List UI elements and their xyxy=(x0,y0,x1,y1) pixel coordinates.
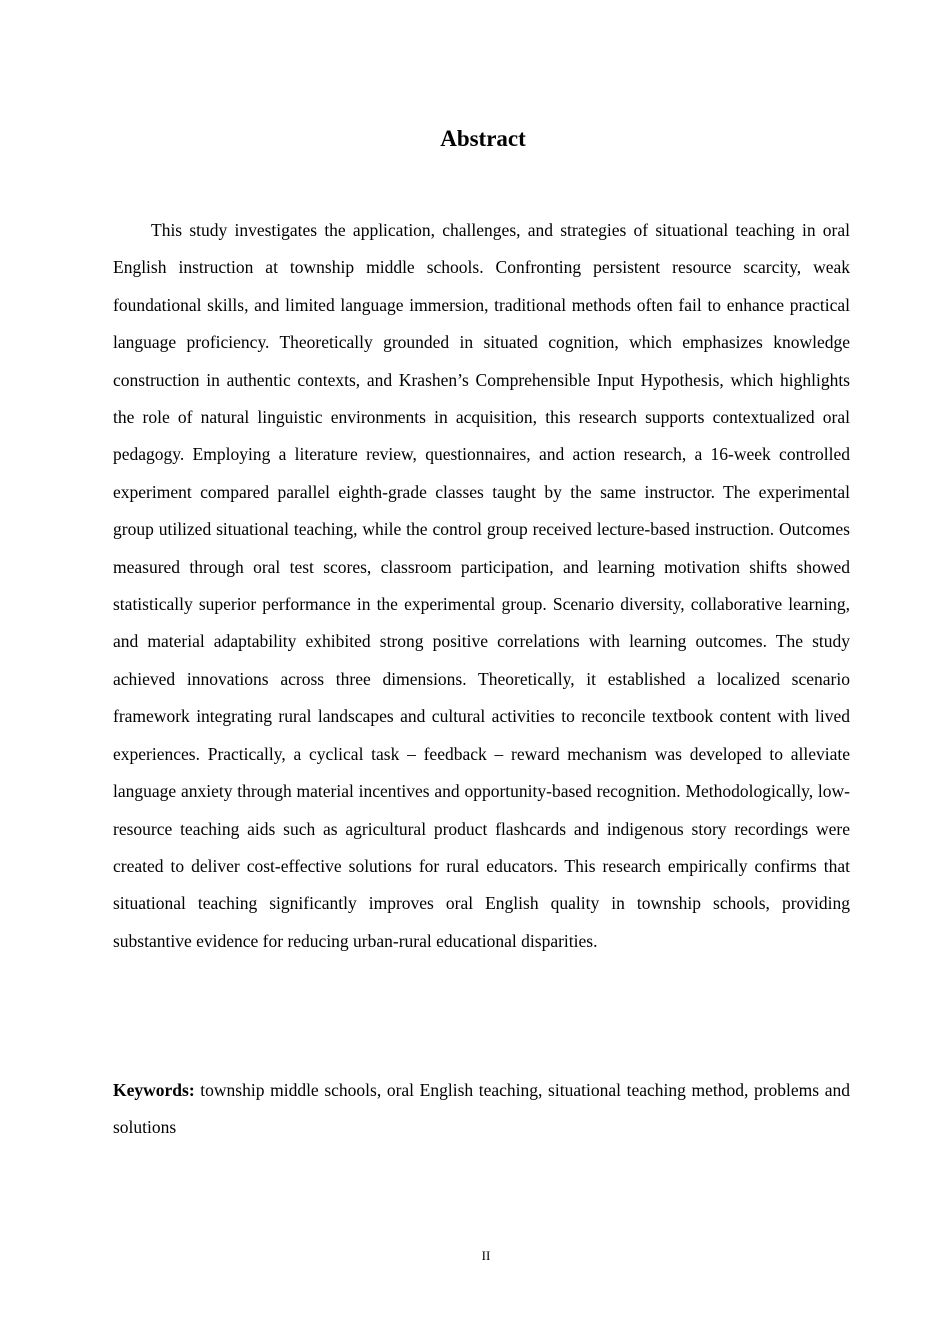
keywords-section xyxy=(113,1072,850,1147)
page-number: II xyxy=(481,1248,491,1263)
abstract-paragraph: This study investigates the application, challenges, and strategies of situational teaching in oral English instruction at township middle schools. Confronting persistent resource scarcity, weak foundational skills, and limited language immersion, traditional methods often fail to enhance practical language proficiency. Theoretically grounded in situated cognition, which emphasizes knowledge construction in authentic contexts, and Krashen’s Comprehensible Input Hypothesis, which highlights the role of natural linguistic environments in acquisition, this research supports contextualized oral pedagogy. Employing a literature review, questionnaires, and action research, a 16-week controlled experiment compared parallel eighth-grade classes taught by the same instructor. The experimental group utilized situational teaching, while the control group received lecture-based instruction. Outcomes measured through oral test scores, classroom participation, and learning motivation shifts showed statistically superior performance in the experimental group. Scenario diversity, collaborative learning, and material adaptability exhibited strong positive correlations with learning outcomes. The study achieved innovations across three dimensions. Theoretically, it established a localized scenario framework integrating rural landscapes and cultural activities to reconcile textbook content with lived experiences. Practically, a cyclical task – feedback – reward mechanism was developed to alleviate language anxiety through material incentives and opportunity-based recognition. Methodologically, low-resource teaching aids such as agricultural product flashcards and indigenous story recordings were created to deliver cost-effective solutions for rural educators. This research empirically confirms that situational teaching significantly improves oral English quality in township schools, providing substantive evidence for reducing urban-rural educational disparities. xyxy=(113,220,850,951)
page-title: Abstract xyxy=(440,126,526,151)
keywords-label: Keywords: xyxy=(113,1080,195,1100)
keywords-text: township middle schools, oral English teaching, situational teaching method, problems and solutions xyxy=(113,1080,851,1138)
